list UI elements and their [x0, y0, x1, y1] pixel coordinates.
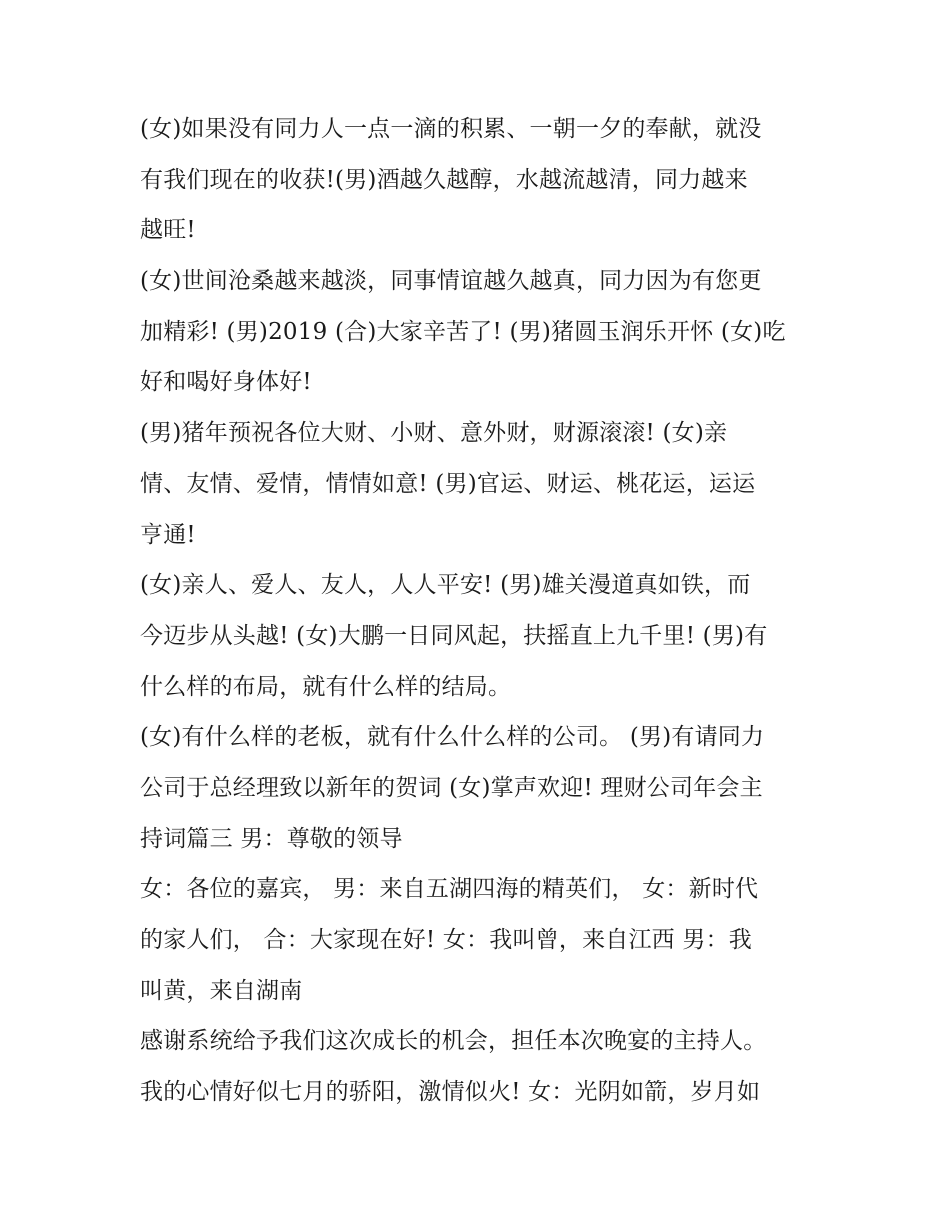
text-line: (男)猪年预祝各位大财、小财、意外财，财源滚滚! (女)亲 — [140, 420, 728, 447]
text-line: 女：各位的嘉宾， 男：来自五湖四海的精英们， 女：新时代 — [140, 876, 759, 903]
text-line: 今迈步从头越! (女)大鹏一日同风起，扶摇直上九千里! (男)有 — [140, 622, 768, 649]
text-line: 感谢系统给予我们这次成长的机会，担任本次晚宴的主持人。 — [140, 1028, 767, 1055]
text-line: (女)如果没有同力人一点一滴的积累、一朝一夕的奉献，就没 — [140, 116, 762, 142]
text-line: 亨通! — [140, 521, 196, 548]
text-line: (女)有什么样的老板，就有什么什么样的公司。 (男)有请同力 — [140, 724, 765, 751]
text-line: 有我们现在的收获!(男)酒越久越醇，水越流越清，同力越来 — [140, 166, 748, 193]
document-body — [140, 104, 820, 1118]
text-line: 我的心情好似七月的骄阳，激情似火! 女：光阴如箭，岁月如 — [140, 1079, 761, 1106]
text-line: 情、友情、爱情，情情如意! (男)官运、财运、桃花运，运运 — [140, 470, 756, 497]
text-line: 持词篇三 男：尊敬的领导 — [140, 825, 403, 852]
text-line: (女)亲人、爱人、友人，人人平安! (男)雄关漫道真如铁，而 — [140, 572, 751, 599]
text-line: 公司于总经理致以新年的贺词 (女)掌声欢迎! 理财公司年会主 — [140, 774, 763, 801]
text-line: (女)世间沧桑越来越淡，同事情谊越久越真，同力因为有您更 — [140, 268, 762, 295]
text-line: 的家人们， 合：大家现在好! 女：我叫曾，来自江西 男：我 — [140, 927, 752, 953]
text-line: 加精彩! (男)2019 (合)大家辛苦了! (男)猪圆玉润乐开怀 (女)吃 — [140, 318, 786, 345]
text-line: 叫黄，来自湖南 — [140, 977, 303, 1004]
text-line: 好和喝好身体好! — [140, 369, 312, 396]
text-line: 什么样的布局，就有什么样的结局。 — [140, 673, 512, 700]
text-line: 越旺! — [140, 217, 196, 244]
